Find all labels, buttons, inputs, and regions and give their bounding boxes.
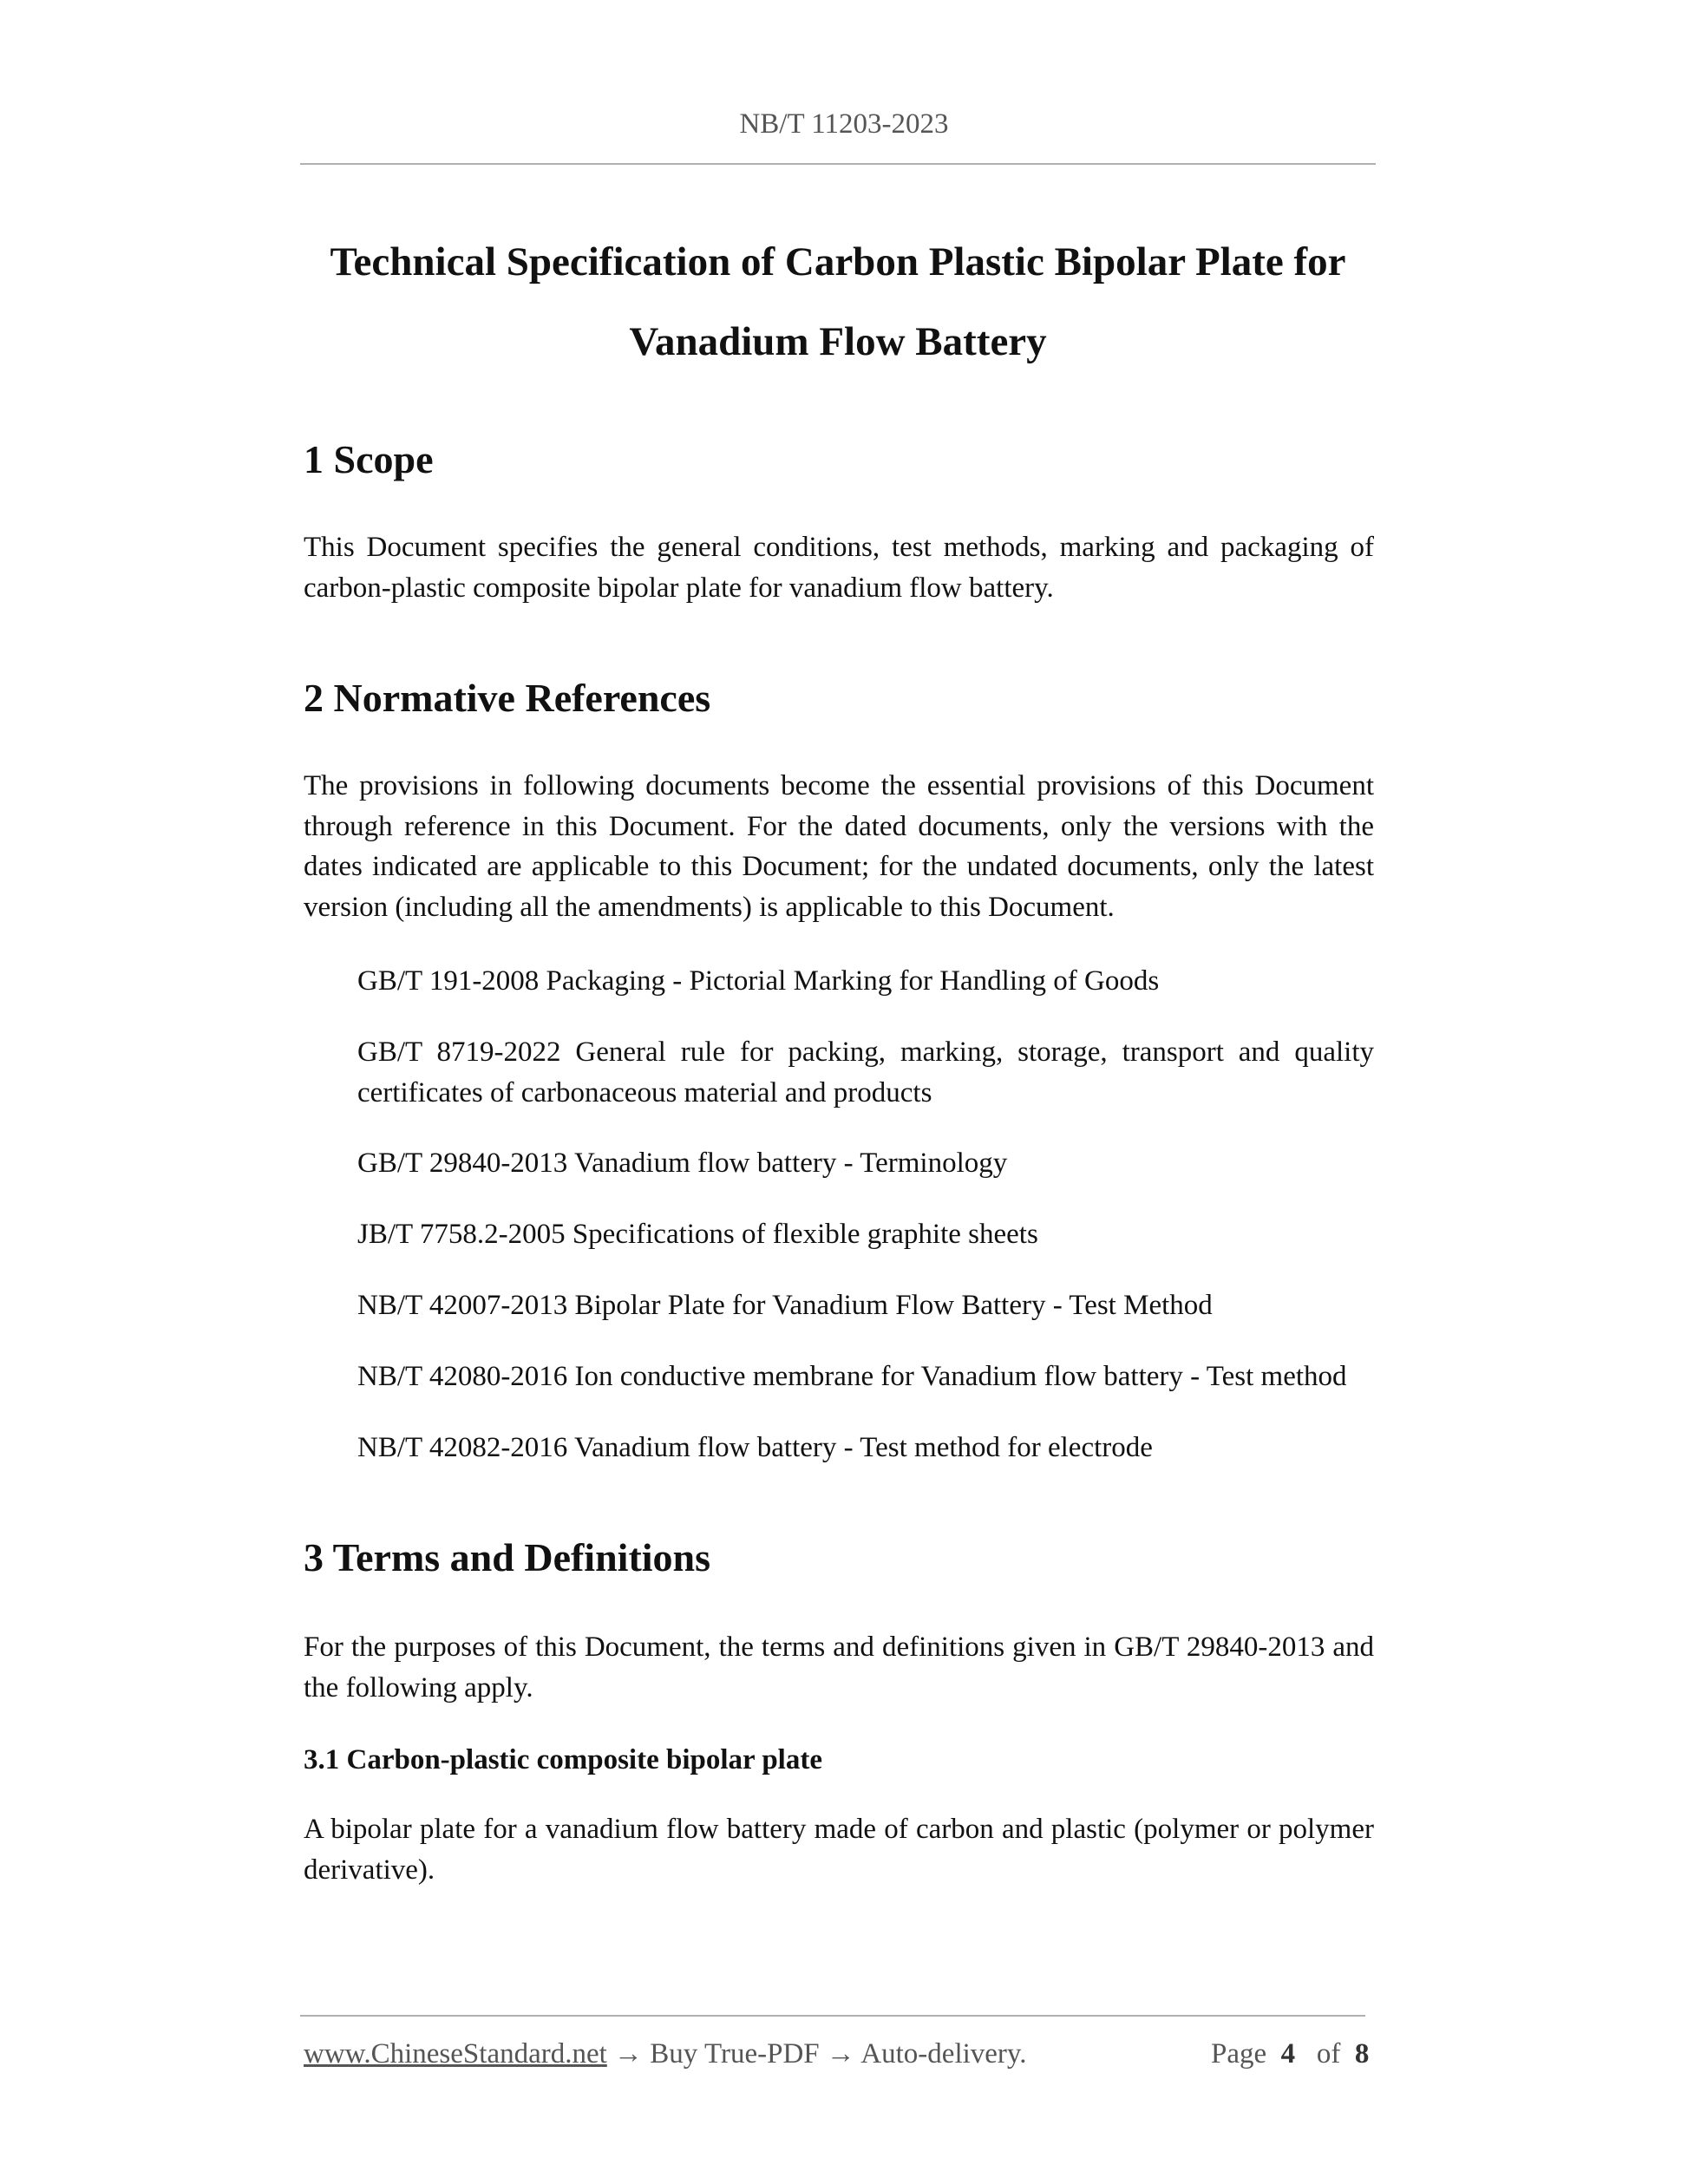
section-heading-normative-references: 2 Normative References (304, 676, 711, 720)
footer-tagline: → Buy True-PDF → Auto-delivery. (606, 2038, 1027, 2070)
chinese-standard-link[interactable]: www.ChineseStandard.net (304, 2038, 607, 2070)
document-title (300, 222, 1376, 382)
reference-item: GB/T 29840-2013 Vanadium flow battery - Terminology (357, 1148, 1008, 1179)
reference-item: NB/T 42080-2016 Ion conductive membrane for Vanadium flow battery - Test method (357, 1361, 1347, 1392)
reference-item: GB/T 191-2008 Packaging - Pictorial Marking for Handling of Goods (357, 965, 1160, 997)
reference-item: JB/T 7758.2-2005 Specifications of flexible graphite sheets (357, 1219, 1038, 1250)
reference-item: NB/T 42082-2016 Vanadium flow battery - Test method for electrode (357, 1432, 1153, 1463)
normative-references-paragraph: The provisions in following documents become the essential provisions of this Document through reference in this Document. For the dated documents, only the versions with the dates indicated are applicable to this Document; for the undated documents, only the latest version (including all the amendments) is applicable to this Document. (304, 770, 1374, 923)
scope-paragraph: This Document specifies the general conditions, test methods, marking and packaging of carbon-plastic composite bipolar plate for vanadium flow battery. (304, 532, 1374, 604)
footer-divider (300, 2015, 1365, 2017)
document-title-line-2: Vanadium Flow Battery (629, 319, 1047, 364)
of-label: of (1316, 2038, 1341, 2070)
definition-paragraph: A bipolar plate for a vanadium flow battery made of carbon and plastic (polymer or polymer derivative). (304, 1814, 1374, 1886)
page-label: Page (1211, 2038, 1267, 2070)
page-indicator (1211, 2035, 1369, 2073)
subsection-heading-3-1: 3.1 Carbon-plastic composite bipolar plate (304, 1744, 822, 1775)
header-divider (300, 163, 1376, 165)
reference-item: NB/T 42007-2013 Bipolar Plate for Vanadium Flow Battery - Test Method (357, 1290, 1213, 1321)
total-page-count: 8 (1354, 2038, 1370, 2070)
footer-left (304, 2035, 1027, 2073)
section-heading-terms-and-definitions: 3 Terms and Definitions (304, 1535, 711, 1579)
section-heading-scope: 1 Scope (304, 437, 434, 481)
running-header: NB/T 11203-2023 (739, 108, 949, 140)
reference-item: GB/T 8719-2022 General rule for packing, marking, storage, transport and quality certificates of carbonaceous material and products (357, 1036, 1374, 1108)
current-page-number: 4 (1280, 2038, 1296, 2070)
terms-paragraph: For the purposes of this Document, the terms and definitions given in GB/T 29840-2013 and the following apply. (304, 1631, 1374, 1703)
document-title-line-1: Technical Specification of Carbon Plastic Bipolar Plate for (330, 239, 1346, 284)
